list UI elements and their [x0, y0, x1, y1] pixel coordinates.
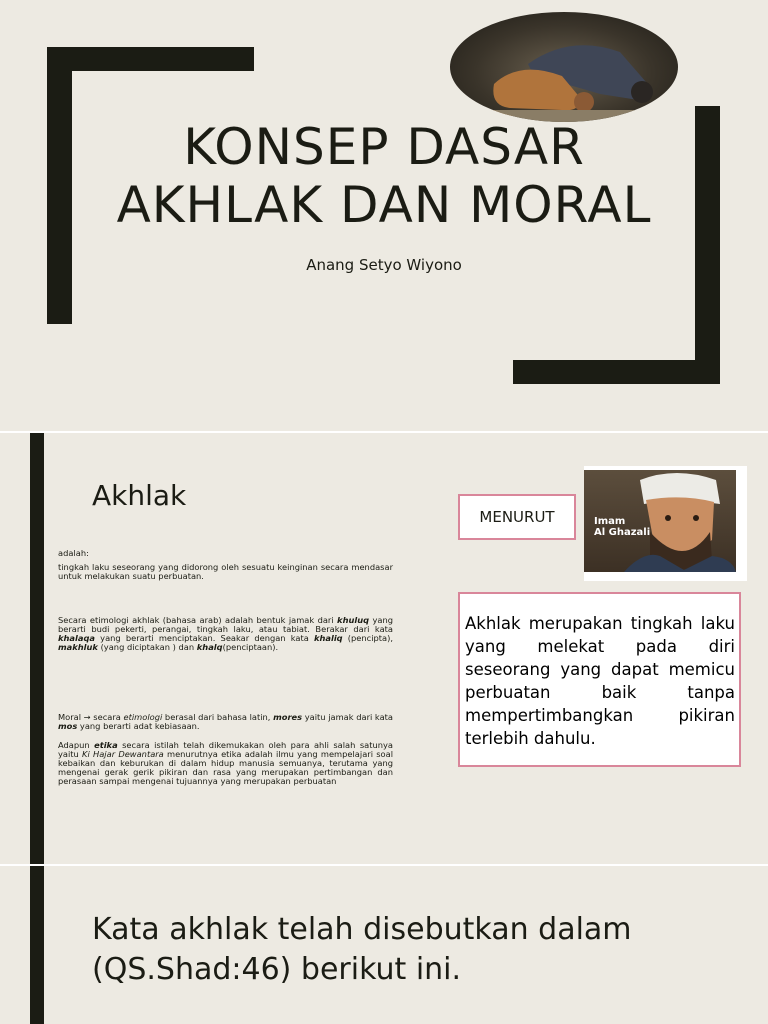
- title-slide: [0, 0, 768, 431]
- etimologi-paragraph: [58, 616, 393, 652]
- name-ki-hajar-dewantara: Ki Hajar Dewantara: [82, 749, 164, 759]
- prayer-photo: [450, 12, 678, 122]
- term-mores: mores: [273, 712, 303, 722]
- left-accent-bar: [30, 433, 44, 864]
- etika-text-3: menurutnya etika adalah ilmu yang mempelajari soal kebaikan dan keburukan di dalam hidup manusia semuanya, terutama yang mengenai gerak gerik pikiran dan rasa yang merupakan pertimbangan dan perasaan sampai mengenai tujuannya yang merupakan perbuatan: [58, 749, 393, 786]
- definition-text: tingkah laku seseorang yang didorong oleh sesuatu keinginan secara mendasar untuk melakukan suatu perbuatan.: [58, 562, 393, 581]
- moral-text-1: Moral → secara: [58, 712, 124, 722]
- term-khalq: khalq: [196, 642, 223, 652]
- etika-text-2: secara istilah telah dikemukakan oleh para ahli salah satunya yaitu: [58, 740, 393, 759]
- portrait-image: [584, 470, 736, 572]
- term-khaliq: khaliq: [313, 633, 343, 643]
- etimologi-text-1: Secara etimologi akhlak (bahasa arab) adalah bentuk jamak dari: [58, 615, 338, 625]
- portrait-caption-line-2: Al Ghazali: [594, 527, 651, 538]
- moral-italic-etimologi: etimologi: [123, 712, 163, 722]
- slide-heading: Akhlak: [92, 479, 187, 512]
- etimologi-text-2: yang berarti budi pekerti, perangai, tingkah laku, atau tabiat. Berakar dari kata: [58, 615, 393, 634]
- prostrating-figures-image: [450, 12, 678, 122]
- moral-paragraph: [58, 713, 393, 731]
- term-etika: etika: [94, 740, 118, 750]
- akhlak-slide: [0, 433, 768, 864]
- definition-block: [58, 549, 393, 581]
- title-line-2: AKHLAK DAN MORAL: [116, 176, 652, 234]
- etika-paragraph: [58, 741, 393, 786]
- frame-bar-bottom-right-horizontal: [513, 360, 720, 384]
- al-ghazali-portrait: [584, 466, 747, 581]
- term-khuluq: khuluq: [337, 615, 370, 625]
- quote-text: Akhlak merupakan tingkah laku yang melekat pada diri seseorang yang dapat memicu perbuatan baik tanpa mempertimbangkan pikiran terlebih dahulu.: [465, 614, 735, 748]
- quote-box: [458, 592, 741, 767]
- left-accent-bar: [30, 866, 44, 1024]
- term-mos: mos: [58, 721, 78, 731]
- quran-reference-slide: [0, 866, 768, 1024]
- reference-text: Kata akhlak telah disebutkan dalam (QS.Shad:46) berikut ini.: [92, 912, 632, 987]
- portrait-caption: [594, 516, 650, 538]
- etimologi-text-4: (pencipta),: [342, 633, 393, 643]
- etimologi-text-3: yang berarti menciptakan. Seakar dengan kata: [95, 633, 314, 643]
- moral-text-4: yang berarti adat kebiasaan.: [77, 721, 200, 731]
- term-makhluk: makhluk: [58, 642, 98, 652]
- title-line-1: KONSEP DASAR: [183, 118, 585, 176]
- etika-text-1: Adapun: [58, 740, 95, 750]
- moral-text-3: yaitu jamak dari kata: [302, 712, 394, 722]
- adalah-label: adalah:: [58, 548, 89, 558]
- frame-bar-top-left-horizontal: [47, 47, 254, 71]
- portrait-caption-line-1: Imam: [594, 516, 626, 527]
- etimologi-text-5: (yang diciptakan ) dan: [97, 642, 197, 652]
- menurut-box: [458, 494, 576, 540]
- author-name: Anang Setyo Wiyono: [306, 256, 462, 274]
- moral-text-2: berasal dari bahasa latin,: [162, 712, 274, 722]
- etimologi-text-6: (penciptaan).: [222, 642, 279, 652]
- presentation-title: [0, 118, 768, 234]
- term-khalaqa: khalaqa: [58, 633, 96, 643]
- menurut-label: MENURUT: [479, 508, 555, 526]
